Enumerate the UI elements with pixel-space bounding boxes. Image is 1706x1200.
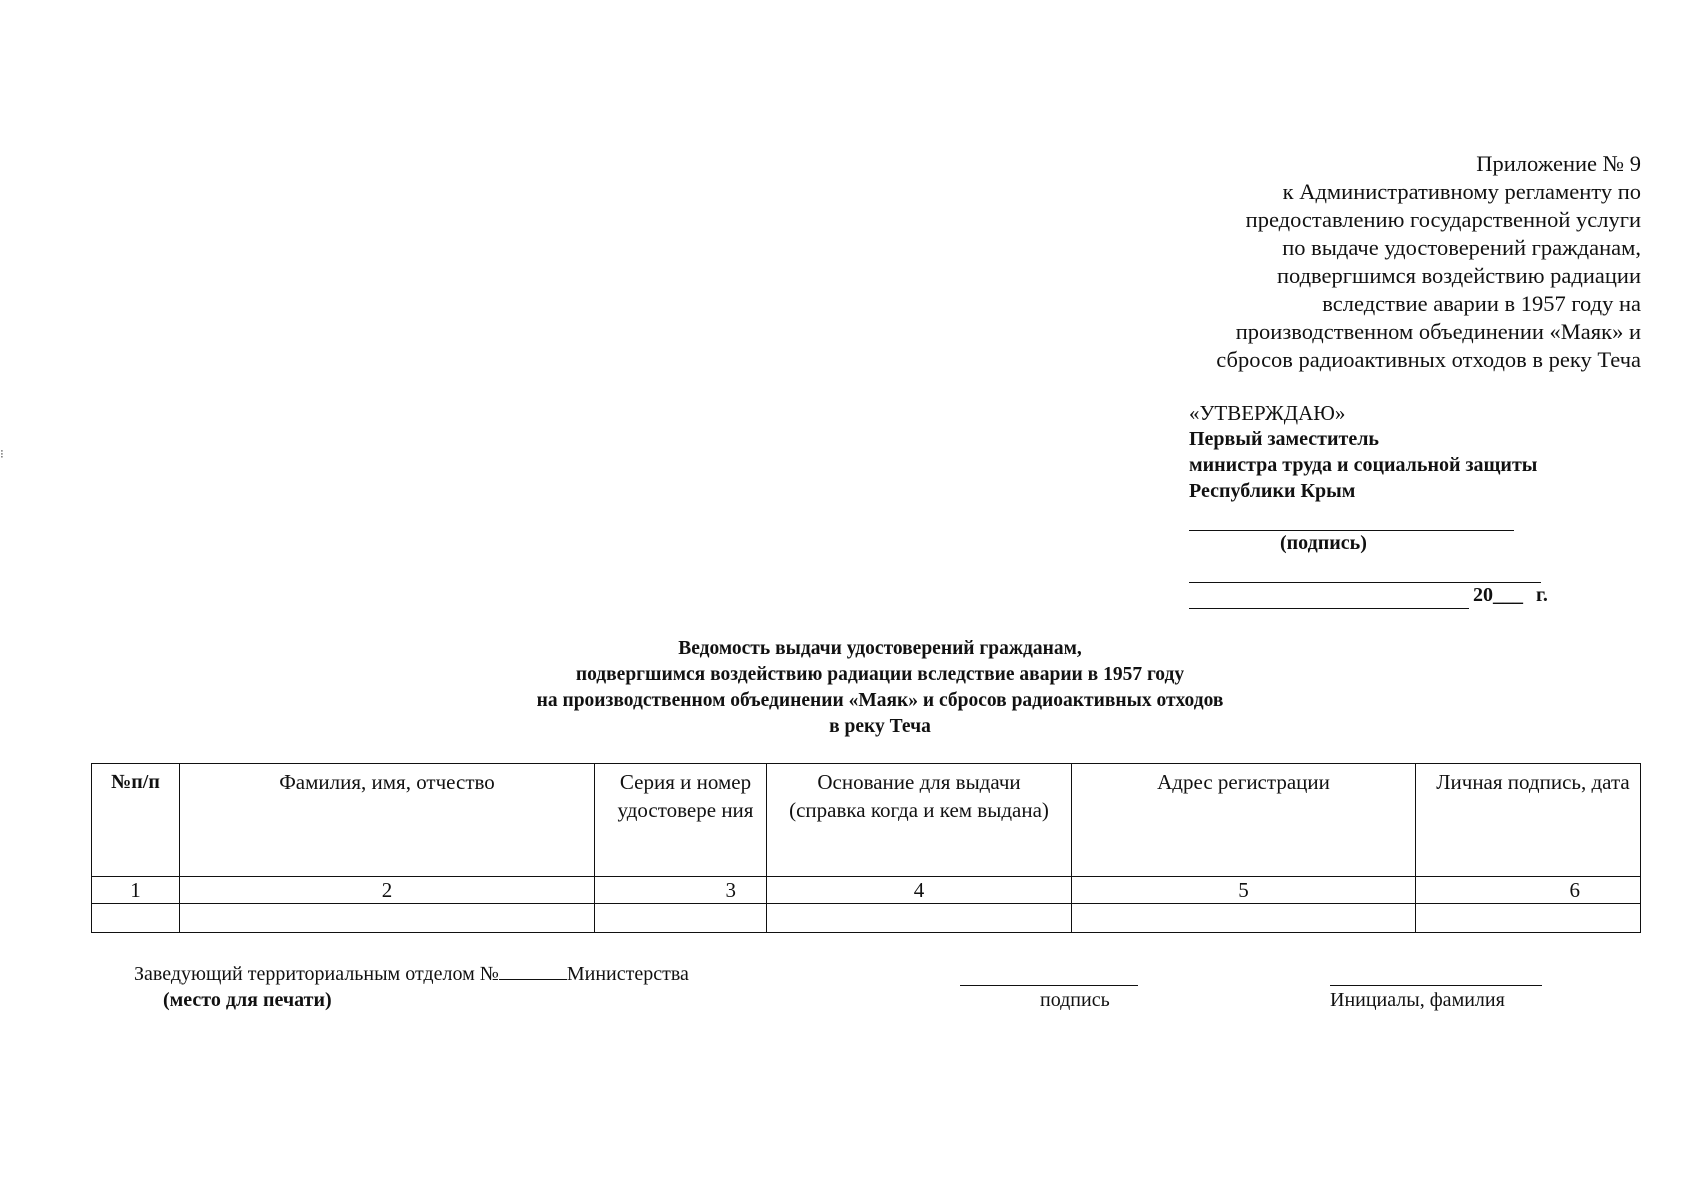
- header-basis: Основание для выдачи (справка когда и кем выдана): [767, 764, 1072, 877]
- header-row-number: №п/п: [92, 764, 180, 877]
- column-number: 5: [1072, 877, 1416, 904]
- title-line: подвергшимся воздействию радиации вследствие аварии в 1957 году: [575, 664, 1185, 685]
- department-number-blank: [499, 961, 567, 980]
- footer-head-line: [134, 961, 689, 986]
- footer-initials-line: [1330, 985, 1542, 986]
- column-number: 2: [180, 877, 595, 904]
- approver-name-line: [1189, 582, 1541, 583]
- date-line: [1189, 608, 1469, 609]
- table-header-row: [92, 764, 1641, 877]
- date-year: 20___: [1473, 584, 1523, 606]
- approval-line: министра труда и социальной защиты: [1189, 454, 1538, 476]
- signature-caption: (подпись): [1280, 532, 1367, 554]
- header-full-name: Фамилия, имя, отчество: [180, 764, 595, 877]
- column-number: 3: [595, 877, 767, 904]
- appendix-line: производственном объединении «Маяк» и: [1235, 319, 1641, 344]
- stamp-placeholder: (место для печати): [163, 989, 332, 1011]
- column-number-row: [92, 877, 1641, 904]
- table-cell: [595, 904, 767, 933]
- date-suffix: г.: [1536, 584, 1548, 606]
- table-cell: [1072, 904, 1416, 933]
- table-cell: [180, 904, 595, 933]
- appendix-line: вследствие аварии в 1957 году на: [1322, 291, 1641, 316]
- column-number: 6: [1416, 877, 1641, 904]
- table-cell: [767, 904, 1072, 933]
- appendix-line: сбросов радиоактивных отходов в реку Теча: [1216, 347, 1641, 372]
- footer-head-prefix: Заведующий территориальным отделом №: [134, 963, 499, 985]
- appendix-line: по выдаче удостоверений гражданам,: [1282, 235, 1641, 260]
- title-line: Ведомость выдачи удостоверений гражданам,: [678, 638, 1082, 659]
- scan-margin-mark: ⁝: [0, 447, 4, 461]
- appendix-line: к Административному регламенту по: [1282, 179, 1641, 204]
- approval-block: [1189, 400, 1589, 504]
- approval-line: Республики Крым: [1189, 480, 1356, 502]
- appendix-header: [1121, 150, 1641, 374]
- appendix-line: подвергшимся воздействию радиации: [1276, 263, 1641, 288]
- table-cell: [92, 904, 180, 933]
- footer-signature-caption: подпись: [1040, 989, 1110, 1011]
- footer-initials-caption: Инициалы, фамилия: [1330, 989, 1505, 1011]
- document-title: [430, 636, 1330, 740]
- title-line: в реку Теча: [829, 716, 931, 737]
- title-line: на производственном объединении «Маяк» и сбросов радиоактивных отходов: [536, 690, 1224, 711]
- header-certificate-number: Серия и номер удостовере ния: [595, 764, 767, 877]
- issuance-table: [91, 763, 1641, 933]
- footer-head-suffix: Министерства: [566, 963, 689, 985]
- column-number: 1: [92, 877, 180, 904]
- approval-line: Первый заместитель: [1189, 428, 1379, 450]
- column-number: 4: [767, 877, 1072, 904]
- approval-heading: «УТВЕРЖДАЮ»: [1189, 401, 1346, 425]
- table-row: [92, 904, 1641, 933]
- header-address: Адрес регистрации: [1072, 764, 1416, 877]
- appendix-line: предоставлению государственной услуги: [1245, 207, 1641, 232]
- header-signature-date: Личная подпись, дата: [1416, 764, 1641, 877]
- table-cell: [1416, 904, 1641, 933]
- appendix-line: Приложение № 9: [1476, 151, 1641, 176]
- footer-signature-line: [960, 985, 1138, 986]
- signature-line: [1189, 530, 1514, 531]
